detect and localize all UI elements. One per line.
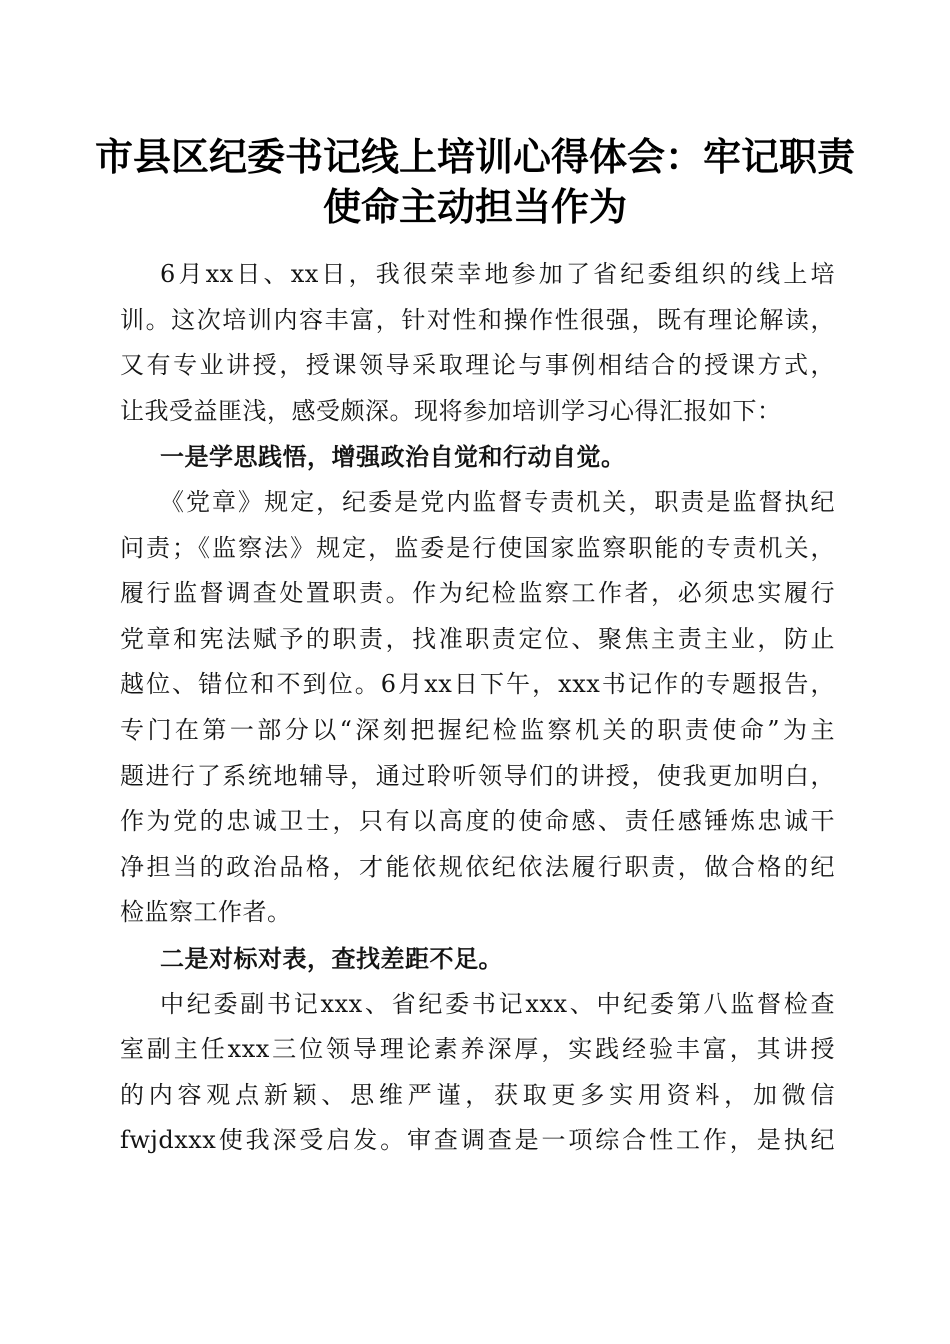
paragraph-section-1 xyxy=(120,480,835,936)
heading-line: 一是学思践悟，增强政治自觉和行动自觉。 xyxy=(160,442,626,472)
text-line: 作为党的忠诚卫士，只有以高度的使命感、责任感锤炼忠诚干 xyxy=(120,807,835,836)
text-line: 《党章》规定，纪委是党内监督专责机关，职责是监督执纪 xyxy=(160,487,835,516)
document-title xyxy=(80,132,870,232)
text-line: fwjdxxx使我深受启发。审查调查是一项综合性工作，是执纪 xyxy=(120,1126,835,1155)
text-line: 题进行了系统地辅导，通过聆听领导们的讲授，使我更加明白， xyxy=(120,761,835,790)
text-line: 让我受益匪浅，感受颇深。现将参加培训学习心得汇报如下： xyxy=(120,396,782,425)
text-line: 越位、错位和不到位。6月xx日下午，xxx书记作的专题报告， xyxy=(120,670,835,699)
document-body xyxy=(120,252,835,1164)
section-heading-2 xyxy=(120,936,835,982)
title-line-1: 市县区纪委书记线上培训心得体会：牢记职责 xyxy=(94,134,855,179)
heading-line: 二是对标对表，查找差距不足。 xyxy=(160,943,503,973)
text-line: 训。这次培训内容丰富，针对性和操作性很强，既有理论解读， xyxy=(120,305,835,334)
paragraph-section-2 xyxy=(120,982,835,1164)
text-line: 又有专业讲授，授课领导采取理论与事例相结合的授课方式， xyxy=(120,351,835,380)
text-line: 专门在第一部分以“深刻把握纪检监察机关的职责使命”为主 xyxy=(120,715,835,744)
text-line: 净担当的政治品格，才能依规依纪依法履行职责，做合格的纪 xyxy=(120,852,835,881)
text-line: 6月xx日、xx日，我很荣幸地参加了省纪委组织的线上培 xyxy=(160,260,835,288)
title-line-2: 使命主动担当作为 xyxy=(322,184,627,229)
text-line: 室副主任xxx三位领导理论素养深厚，实践经验丰富，其讲授 xyxy=(120,1035,835,1064)
text-line: 党章和宪法赋予的职责，找准职责定位、聚焦主责主业，防止 xyxy=(120,624,835,653)
paragraph-intro xyxy=(120,252,835,434)
section-heading-1 xyxy=(120,434,835,480)
text-line: 中纪委副书记xxx、省纪委书记xxx、中纪委第八监督检查 xyxy=(160,989,835,1018)
text-line: 履行监督调查处置职责。作为纪检监察工作者，必须忠实履行 xyxy=(120,579,835,608)
text-line: 的内容观点新颖、思维严谨，获取更多实用资料，加微信 xyxy=(120,1080,835,1109)
text-line: 检监察工作者。 xyxy=(120,898,292,927)
text-line: 问责；《监察法》规定，监委是行使国家监察职能的专责机关， xyxy=(120,533,835,562)
